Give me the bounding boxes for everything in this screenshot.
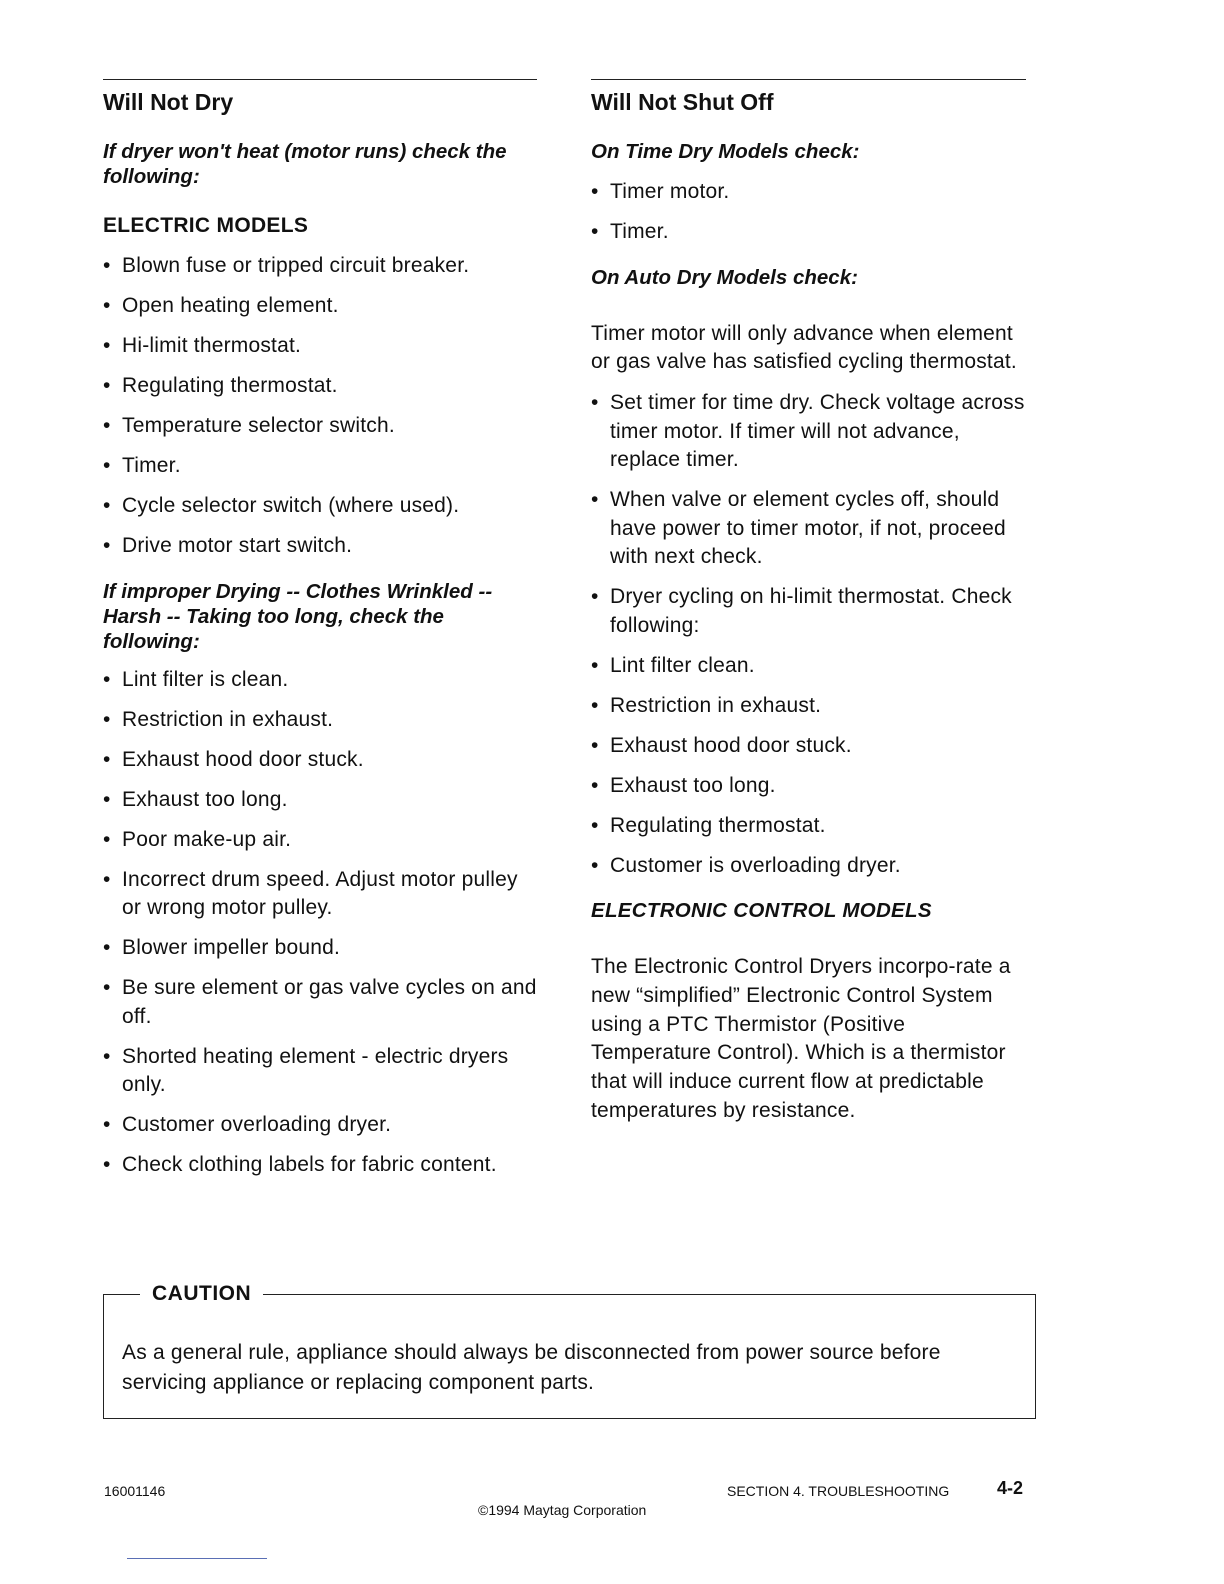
section-rule <box>103 79 537 80</box>
list-item: • Regulating thermostat. <box>103 372 537 401</box>
auto-dry-list <box>591 389 1026 880</box>
list-item: • Timer. <box>103 452 537 481</box>
list-item: • Exhaust hood door stuck. <box>591 732 1026 761</box>
page-number: 4-2 <box>997 1478 1024 1498</box>
list-item: • Timer motor. <box>591 178 1026 207</box>
section-label: SECTION 4. TROUBLESHOOTING <box>727 1483 950 1499</box>
list-item: • Timer. <box>591 218 1026 247</box>
section-title-will-not-dry: Will Not Dry <box>103 89 234 115</box>
list-item: • Drive motor start switch. <box>103 532 537 561</box>
electric-models-list <box>103 252 537 561</box>
list-item: • Lint filter is clean. <box>103 666 537 695</box>
list-item: • Open heating element. <box>103 292 537 321</box>
auto-dry-heading: On Auto Dry Models check: <box>591 265 858 289</box>
list-item: • Poor make-up air. <box>103 826 537 855</box>
right-column <box>591 79 1026 1138</box>
list-item: • Exhaust hood door stuck. <box>103 746 537 775</box>
list-item: • Dryer cycling on hi-limit thermostat. Check following: <box>591 583 1026 640</box>
document-number: 16001146 <box>104 1483 166 1499</box>
electronic-control-heading: ELECTRONIC CONTROL MODELS <box>591 899 932 923</box>
list-item: • Temperature selector switch. <box>103 412 537 441</box>
list-item: • Cycle selector switch (where used). <box>103 492 537 521</box>
electric-models-heading: ELECTRIC MODELS <box>103 214 309 237</box>
section-rule <box>591 79 1026 80</box>
list-item: • Check clothing labels for fabric content. <box>103 1151 537 1180</box>
list-item: • Restriction in exhaust. <box>103 706 537 735</box>
list-item: • When valve or element cycles off, should have power to timer motor, if not, proceed with next check. <box>591 486 1026 572</box>
list-item: • Hi-limit thermostat. <box>103 332 537 361</box>
list-item: • Be sure element or gas valve cycles on and off. <box>103 974 537 1031</box>
section-title-will-not-shut-off: Will Not Shut Off <box>591 89 774 115</box>
list-item: • Exhaust too long. <box>103 786 537 815</box>
list-item: • Blower impeller bound. <box>103 934 537 963</box>
list-item: • Exhaust too long. <box>591 772 1026 801</box>
list-item: • Set timer for time dry. Check voltage across timer motor. If timer will not advance, replace timer. <box>591 389 1026 475</box>
list-item: • Customer is overloading dryer. <box>591 852 1026 881</box>
electronic-control-paragraph: The Electronic Control Dryers incorpo-rate a new “simplified” Electronic Control System using a PTC Thermistor (Positive Temperature Control). Which is a thermistor that will induce current flow at predictable temperatures by resistance. <box>591 955 1011 1123</box>
left-column <box>103 79 537 1191</box>
list-item: • Incorrect drum speed. Adjust motor pulley or wrong motor pulley. <box>103 866 537 923</box>
list-item: • Regulating thermostat. <box>591 812 1026 841</box>
list-item: • Blown fuse or tripped circuit breaker. <box>103 252 537 281</box>
scan-artifact-line <box>127 1558 267 1559</box>
list-item: • Shorted heating element - electric dryers only. <box>103 1043 537 1100</box>
intro-heading: If dryer won't heat (motor runs) check the following: <box>103 140 507 188</box>
improper-drying-heading: If improper Drying -- Clothes Wrinkled -- Harsh -- Taking too long, check the following: <box>103 579 493 653</box>
caution-label: CAUTION <box>140 1282 263 1306</box>
list-item: • Lint filter clean. <box>591 652 1026 681</box>
time-dry-list <box>591 178 1026 247</box>
list-item: • Restriction in exhaust. <box>591 692 1026 721</box>
improper-drying-list <box>103 666 537 1180</box>
time-dry-heading: On Time Dry Models check: <box>591 140 860 163</box>
caution-text: As a general rule, appliance should always be disconnected from power source before servicing appliance or replacing component parts. <box>122 1341 941 1394</box>
list-item: • Customer overloading dryer. <box>103 1111 537 1140</box>
copyright: ©1994 Maytag Corporation <box>478 1502 647 1518</box>
auto-dry-paragraph: Timer motor will only advance when element or gas valve has satisfied cycling thermostat. <box>591 321 1017 374</box>
caution-box <box>103 1282 1036 1419</box>
